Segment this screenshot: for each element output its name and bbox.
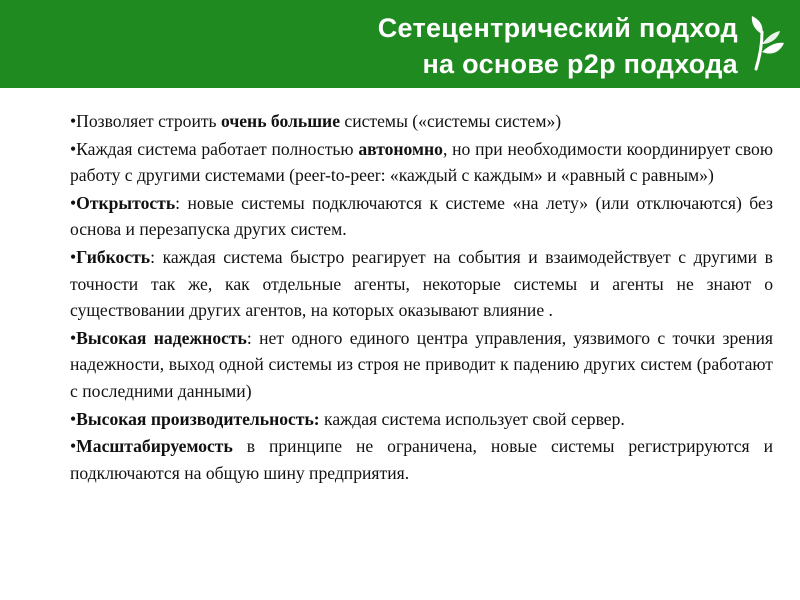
title-line-1: Сетецентрический подход — [377, 13, 738, 43]
green-sprout-icon — [748, 14, 786, 72]
bullet-item: •Позволяет строить очень большие системы («системы систем») — [70, 111, 562, 131]
bullet-item: •Открытость: новые системы подключаются к системе «на лету» (или отключаются) без основа и перезапуска других систем. — [70, 192, 773, 240]
bullet-item: •Масштабируемость в принципе не ограничена, новые системы регистрируются и подключаются на общую шину предприятия. — [70, 436, 773, 483]
bullet-list — [70, 108, 773, 487]
bullet-item: •Каждая система работает полностью автономно, но при необходимости координирует свою работу с другими системами (peer-to-peer: «каждый с каждым» и «равный с равным») — [70, 138, 773, 186]
title-line-2: на основе p2p подхода — [422, 49, 738, 79]
bullet-item: •Гибкость: каждая система быстро реагирует на события и взаимодействует с другими в точности так же, как отдельные агенты, некоторые системы и агенты не знают о существовании других агентов, на которых оказывают влияние . — [70, 246, 773, 321]
bullet-item: •Высокая надежность: нет одного единого центра управления, уязвимого с точки зрения надежности, выход одной системы из строя не приводит к падению других систем (работают с последними данными) — [70, 327, 773, 401]
bullet-item: •Высокая производительность: каждая система использует свой сервер. — [70, 408, 625, 429]
title-bar — [0, 0, 800, 88]
slide-title — [378, 10, 738, 82]
